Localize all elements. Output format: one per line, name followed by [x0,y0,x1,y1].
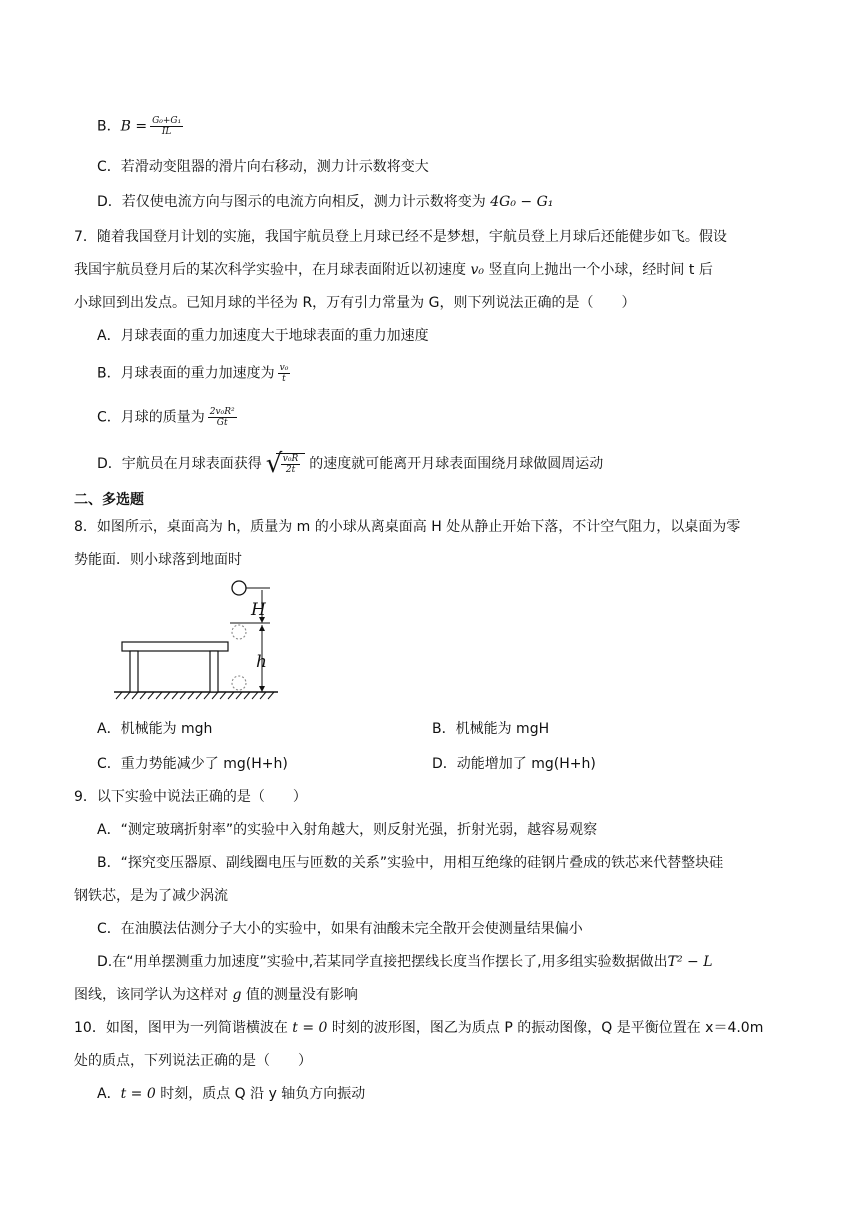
q10-stem-line2: 处的质点，下列说法正确的是（ ） [74,1053,312,1069]
q7-stem-line1: 7．随着我国登月计划的实施，我国宇航员登上月球已经不是梦想，宇航员登上月球后还能健步如飞。假设 [74,229,727,245]
q6-option-d: D．若仅使电流方向与图示的电流方向相反，测力计示数将变为 4G₀ − G₁ [97,194,554,210]
q8-option-a: A．机械能为 mgh [97,721,213,737]
q8-figure [108,575,288,705]
q7-option-b: B．月球表面的重力加速度为 $\frac{\text{v₀}}{t}$ [97,363,289,384]
q6-option-c: C．若滑动变阻器的滑片向右移动，测力计示数将变大 [97,159,429,175]
section-heading: 二、多选题 [74,492,144,508]
q9-option-d-line1: D.在“用单摆测重力加速度”实验中,若某同学直接把摆线长度当作摆长了,用多组实验数据做出T² − L [97,954,713,970]
table-leg-left [130,651,138,692]
ball-table-level [232,625,246,639]
q10-stem-line1: 10．如图，图甲为一列简谐横波在 t = 0 时刻的波形图，图乙为质点 P 的振动图像，Q 是平衡位置在 x＝4.0m [74,1020,764,1036]
q9-option-d-line2: 图线，该同学认为这样对 g 值的测量没有影响 [74,987,358,1003]
fraction: $\frac{\text{v₀R}}{2t}$ [282,454,299,475]
fraction: $\frac{\text{v₀}}{t}$ [279,363,289,384]
q9-option-b-line1: B．“探究变压器原、副线圈电压与匝数的关系”实验中，用相互绝缘的硅钢片叠成的铁芯来代替整块硅 [97,855,724,871]
sqrt: √ $\frac{\text{v₀R}}{2t}$ [266,453,305,475]
q8-stem-line1: 8．如图所示，桌面高为 h，质量为 m 的小球从离桌面高 H 处从静止开始下落，不计空气阻力，以桌面为零 [74,519,741,535]
q6-option-b: B．B = $\frac{\text{G₀+G₁}}{IL}$ [97,116,182,137]
q9-stem: 9．以下实验中说法正确的是（ ） [74,789,307,805]
fraction: $\frac{\text{G₀+G₁}}{IL}$ [152,116,182,137]
label-H: H [251,600,266,620]
q9-option-b-line2: 钢铁芯，是为了减少涡流 [74,888,228,904]
q7-option-d: D．宇航员在月球表面获得 √ $\frac{\text{v₀R}}{2t}$ 的速度就可能离开月球表面围绕月球做圆周运动 [97,449,604,479]
table-leg-right [210,651,218,692]
q8-stem-line2: 势能面．则小球落到地面时 [74,552,242,568]
fraction: $\frac{\text{2v₀R²}}{Gt}$ [209,407,235,428]
q10-option-a: A．t = 0 时刻，质点 Q 沿 y 轴负方向振动 [97,1086,366,1102]
ball-start [232,581,246,595]
q8-option-c: C．重力势能减少了 mg(H+h) [97,756,288,772]
ground-hatching [116,692,274,699]
q9-option-a: A．“测定玻璃折射率”的实验中入射角越大，则反射光强，折射光弱，越容易观察 [97,822,598,838]
table-top [122,642,228,651]
q8-option-d: D．动能增加了 mg(H+h) [432,756,596,772]
q7-stem-line3: 小球回到出发点。已知月球的半径为 R，万有引力常量为 G，则下列说法正确的是（ ） [74,295,636,311]
q7-stem-line2: 我国宇航员登月后的某次科学实验中，在月球表面附近以初速度 v₀ 竖直向上抛出一个小球，经时间 t 后 [74,262,713,278]
q7-option-c: C．月球的质量为 $\frac{\text{2v₀R²}}{Gt}$ [97,407,235,428]
label-h: h [256,652,267,672]
ball-ground [232,676,246,690]
q7-option-a: A．月球表面的重力加速度大于地球表面的重力加速度 [97,328,429,344]
q8-option-b: B．机械能为 mgH [432,721,550,737]
q9-option-c: C．在油膜法估测分子大小的实验中，如果有油酸未完全散开会使测量结果偏小 [97,921,583,937]
